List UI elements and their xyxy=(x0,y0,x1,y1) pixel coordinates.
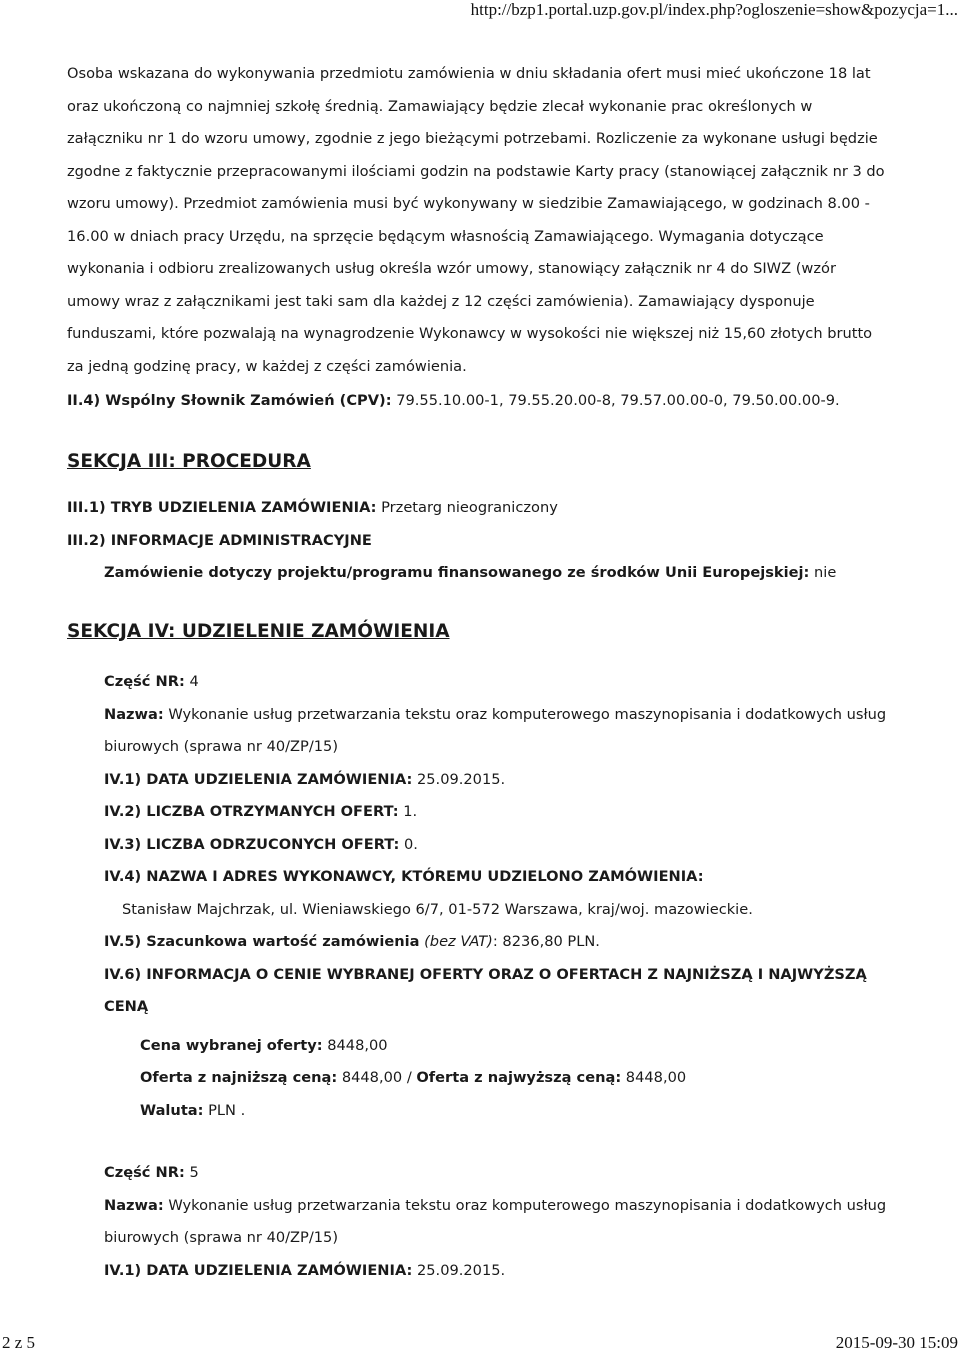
section4-title: SEKCJA IV: UDZIELENIE ZAMÓWIENIA xyxy=(67,620,450,642)
cpv-line xyxy=(67,385,887,418)
part-5 xyxy=(67,1157,887,1287)
print-datetime: 2015-09-30 15:09 xyxy=(835,1333,958,1352)
highest-value: 8448,00 xyxy=(621,1069,687,1086)
currency xyxy=(140,1095,887,1128)
part-number xyxy=(67,1157,887,1190)
name-label: Nazwa: xyxy=(104,705,164,723)
highest-label: Oferta z najwyższą ceną: xyxy=(416,1069,622,1086)
page-number: 2 z 5 xyxy=(2,1333,36,1352)
offers-rejected xyxy=(67,829,887,862)
selected-label: Cena wybranej oferty: xyxy=(140,1036,323,1054)
selected-value: 8448,00 xyxy=(322,1036,388,1054)
document-body xyxy=(67,58,887,1287)
date-value: 25.09.2015. xyxy=(412,1261,506,1279)
cpv-label: II.4) Wspólny Słownik Zamówień (CPV): xyxy=(67,392,392,409)
part-4 xyxy=(67,666,887,1127)
part-value: 4 xyxy=(184,673,199,690)
eu-line xyxy=(67,557,887,590)
award-date xyxy=(67,1255,887,1288)
award-date xyxy=(67,764,887,797)
lowest-value: 8448,00 / xyxy=(337,1069,417,1086)
price-info-label: IV.6) INFORMACJA O CENIE WYBRANEJ OFERTY ORAZ O OFERTACH Z NAJNIŻSZĄ I NAJWYŻSZĄ CENĄ xyxy=(104,965,867,1015)
offers-label: IV.2) LICZBA OTRZYMANYCH OFERT: xyxy=(104,803,399,820)
estimate-value: : 8236,80 PLN. xyxy=(492,933,600,950)
contractor-value: Stanisław Majchrzak, ul. Wieniawskiego 6/7, 01-572 Warszawa, kraj/woj. mazowieckie. xyxy=(122,900,753,918)
eu-label: Zamówienie dotyczy projektu/programu finansowanego ze środków Unii Europejskiej: xyxy=(104,564,810,581)
currency-value: PLN . xyxy=(203,1101,246,1119)
date-label: IV.1) DATA UDZIELENIA ZAMÓWIENIA: xyxy=(104,1261,413,1279)
name-value: Wykonanie usług przetwarzania tekstu oraz komputerowego maszynopisania i dodatkowych usług biurowych (sprawa nr 40/ZP/15) xyxy=(104,705,887,755)
cpv-value: 79.55.10.00-1, 79.55.20.00-8, 79.57.00.00-0, 79.50.00.00-9. xyxy=(391,392,840,409)
intro-paragraph: Osoba wskazana do wykonywania przedmiotu zamówienia w dniu składania ofert musi mieć ukończone 18 lat oraz ukończoną co najmniej szkołę średnią. Zamawiający będzie zlecał wykonanie prac określonych w załączniku nr 1 do wzoru umowy, zgodnie z jego bieżącymi potrzebami. Rozliczenie za wykonane usługi będzie zgodne z faktycznie przepracowanymi ilościami godzin na podstawie Karty pracy (stanowiącej załącznik nr 3 do wzoru umowy). Przedmiot zamówienia musi być wykonywany w siedzibie Zamawiającego, w godzinach 8.00 - 16.00 w dniach pracy Urzędu, na sprzęcie będącym własnością Zamawiającego. Wymagania dotyczące wykonania i odbioru zrealizowanych usług określa wzór umowy, stanowiący załącznik nr 4 do SIWZ (wzór umowy wraz z załącznikami jest taki sam dla każdej z 12 części zamówienia). Zamawiający dysponuje funduszami, które pozwalają na wynagrodzenie Wykonawcy w wysokości nie większej niż 15,60 złotych brutto za jedną godzinę pracy, w każdej z części zamówienia. xyxy=(67,65,885,375)
rejected-value: 0. xyxy=(399,835,418,853)
lowest-label: Oferta z najniższą ceną: xyxy=(140,1069,338,1086)
tryb-value: Przetarg nieograniczony xyxy=(376,499,558,516)
currency-label: Waluta: xyxy=(140,1101,204,1119)
tryb-line xyxy=(67,492,887,525)
name-value: Wykonanie usług przetwarzania tekstu oraz komputerowego maszynopisania i dodatkowych usług biurowych (sprawa nr 40/ZP/15) xyxy=(104,1196,887,1246)
selected-price xyxy=(140,1030,887,1063)
estimate-label: IV.5) Szacunkowa wartość zamówienia xyxy=(104,933,420,950)
name-label: Nazwa: xyxy=(104,1196,164,1214)
part-number xyxy=(67,666,887,699)
eu-value: nie xyxy=(809,564,837,581)
info-admin-label: III.2) INFORMACJE ADMINISTRACYJNE xyxy=(67,531,372,549)
part-label: Część NR: xyxy=(104,673,185,690)
date-value: 25.09.2015. xyxy=(412,770,506,788)
header-url: http://bzp1.portal.uzp.gov.pl/index.php?ogloszenie=show&pozycja=1... xyxy=(470,0,958,19)
estimate-line xyxy=(67,926,887,959)
part-label: Część NR: xyxy=(104,1164,185,1181)
contractor-label: IV.4) NAZWA I ADRES WYKONAWCY, KTÓREMU UDZIELONO ZAMÓWIENIA: xyxy=(104,868,704,885)
lowest-highest-price xyxy=(140,1062,887,1095)
offers-value: 1. xyxy=(398,803,418,820)
part-name xyxy=(67,699,887,764)
estimate-vat: (bez VAT) xyxy=(419,933,493,950)
rejected-label: IV.3) LICZBA ODRZUCONYCH OFERT: xyxy=(104,835,400,853)
date-label: IV.1) DATA UDZIELENIA ZAMÓWIENIA: xyxy=(104,770,413,788)
tryb-label: III.1) TRYB UDZIELENIA ZAMÓWIENIA: xyxy=(67,499,377,516)
section3-title: SEKCJA III: PROCEDURA xyxy=(67,450,311,472)
price-details xyxy=(67,1030,887,1128)
offers-received xyxy=(67,796,887,829)
part-name xyxy=(67,1190,887,1255)
part-value: 5 xyxy=(184,1164,199,1181)
